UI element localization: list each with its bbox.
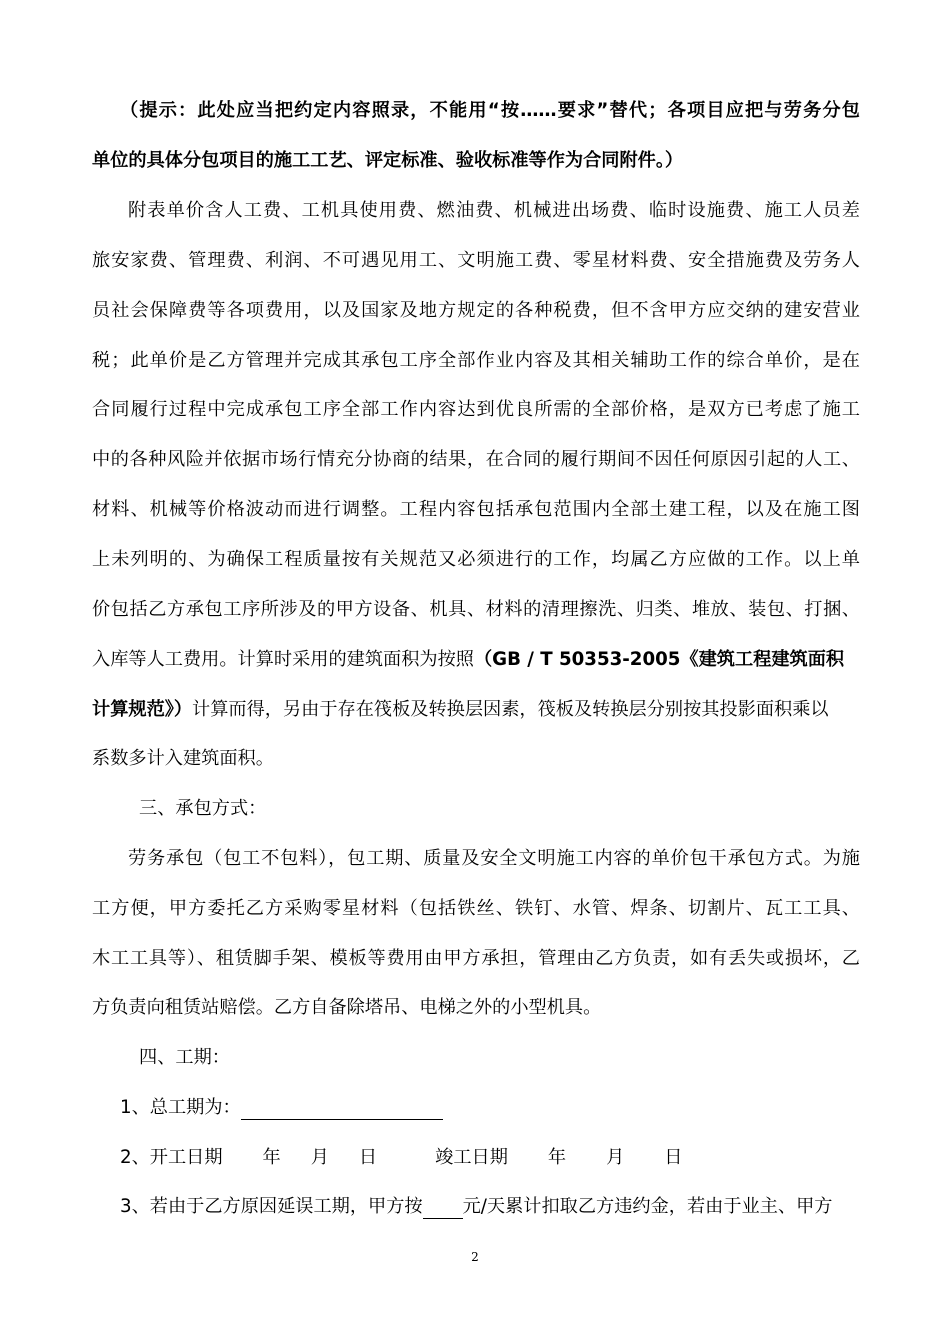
total-duration-blank[interactable]	[241, 1099, 443, 1120]
para2-line-2: 工方便，甲方委托乙方采购零星材料（包括铁丝、铁钉、水管、焊条、切割片、瓦工工具、	[92, 898, 860, 919]
standard-reference: （GB / T 50353-2005《建筑工程建筑面积	[473, 649, 845, 670]
start-day-label: 日	[358, 1147, 378, 1168]
section-3-heading: 三、承包方式：	[139, 798, 267, 819]
para1-line-2: 旅安家费、管理费、利润、不可遇见用工、文明施工费、零星材料费、安全措施费及劳务人	[92, 250, 860, 271]
start-year-label: 年	[262, 1147, 281, 1168]
item-3-suffix: 元/天累计扣取乙方违约金，若由于业主、甲方	[462, 1196, 833, 1217]
page-number: 2	[471, 1250, 479, 1264]
item-1-label: 1、总工期为：	[120, 1097, 241, 1118]
para1-line-5: 合同履行过程中完成承包工序全部工作内容达到优良所需的全部价格，是双方已考虑了施工	[92, 399, 860, 420]
para1-line-9: 价包括乙方承包工序所涉及的甲方设备、机具、材料的清理擦洗、归类、堆放、装包、打捆、	[92, 599, 860, 620]
para1-line-12: 系数多计入建筑面积。	[92, 748, 274, 769]
para1-line-4: 税；此单价是乙方管理并完成其承包工序全部作业内容及其相关辅助工作的综合单价，是在	[92, 350, 860, 371]
item-3-prefix: 3、若由于乙方原因延误工期，甲方按	[120, 1196, 423, 1217]
note-line-1: （提示：此处应当把约定内容照录，不能用“按……要求”替代；各项目应把与劳务分包	[120, 100, 860, 121]
note-line-2: 单位的具体分包项目的施工工艺、评定标准、验收标准等作为合同附件。）	[92, 150, 684, 171]
para1-line-11	[92, 698, 860, 722]
start-month-label: 月	[310, 1147, 329, 1168]
item-1-total-duration	[120, 1096, 888, 1120]
para1-line-10	[92, 648, 860, 672]
end-year-label: 年	[547, 1147, 567, 1168]
para2-line-3: 木工工具等）、租赁脚手架、模板等费用由甲方承担，管理由乙方负责，如有丢失或损坏，乙	[92, 948, 860, 969]
para1-line-11-text: 计算而得，另由于存在筏板及转换层因素，筏板及转换层分别按其投影面积乘以	[192, 699, 829, 720]
para1-line-7: 材料、机械等价格波动而进行调整。工程内容包括承包范围内全部土建工程，以及在施工图	[92, 499, 860, 520]
item-2-dates	[120, 1146, 888, 1170]
para1-line-6: 中的各种风险并依据市场行情充分协商的结果，在合同的履行期间不因任何原因引起的人工、	[92, 449, 860, 470]
item-3-penalty	[120, 1195, 888, 1219]
completion-date-label: 竣工日期	[435, 1147, 508, 1168]
para2-line-1: 劳务承包（包工不包料），包工期、质量及安全文明施工内容的单价包干承包方式。为施	[128, 848, 860, 869]
para1-line-10-text: 入库等人工费用。计算时采用的建筑面积为按照	[92, 649, 474, 670]
para1-line-8: 上未列明的、为确保工程质量按有关规范又必须进行的工作，均属乙方应做的工作。以上单	[92, 549, 860, 570]
end-day-label: 日	[664, 1147, 683, 1168]
para2-line-4: 方负责向租赁站赔偿。乙方自备除塔吊、电梯之外的小型机具。	[92, 997, 602, 1018]
para1-line-3: 员社会保障费等各项费用，以及国家及地方规定的各种税费，但不含甲方应交纳的建安营业	[92, 300, 860, 321]
penalty-amount-blank[interactable]	[423, 1198, 463, 1219]
para1-line-1: 附表单价含人工费、工机具使用费、燃油费、机械进出场费、临时设施费、施工人员差	[128, 200, 860, 221]
start-date-label: 2、开工日期	[120, 1147, 223, 1168]
section-4-heading: 四、工期：	[139, 1047, 230, 1068]
standard-reference-end: 计算规范》）	[92, 699, 193, 720]
end-month-label: 月	[606, 1147, 625, 1168]
